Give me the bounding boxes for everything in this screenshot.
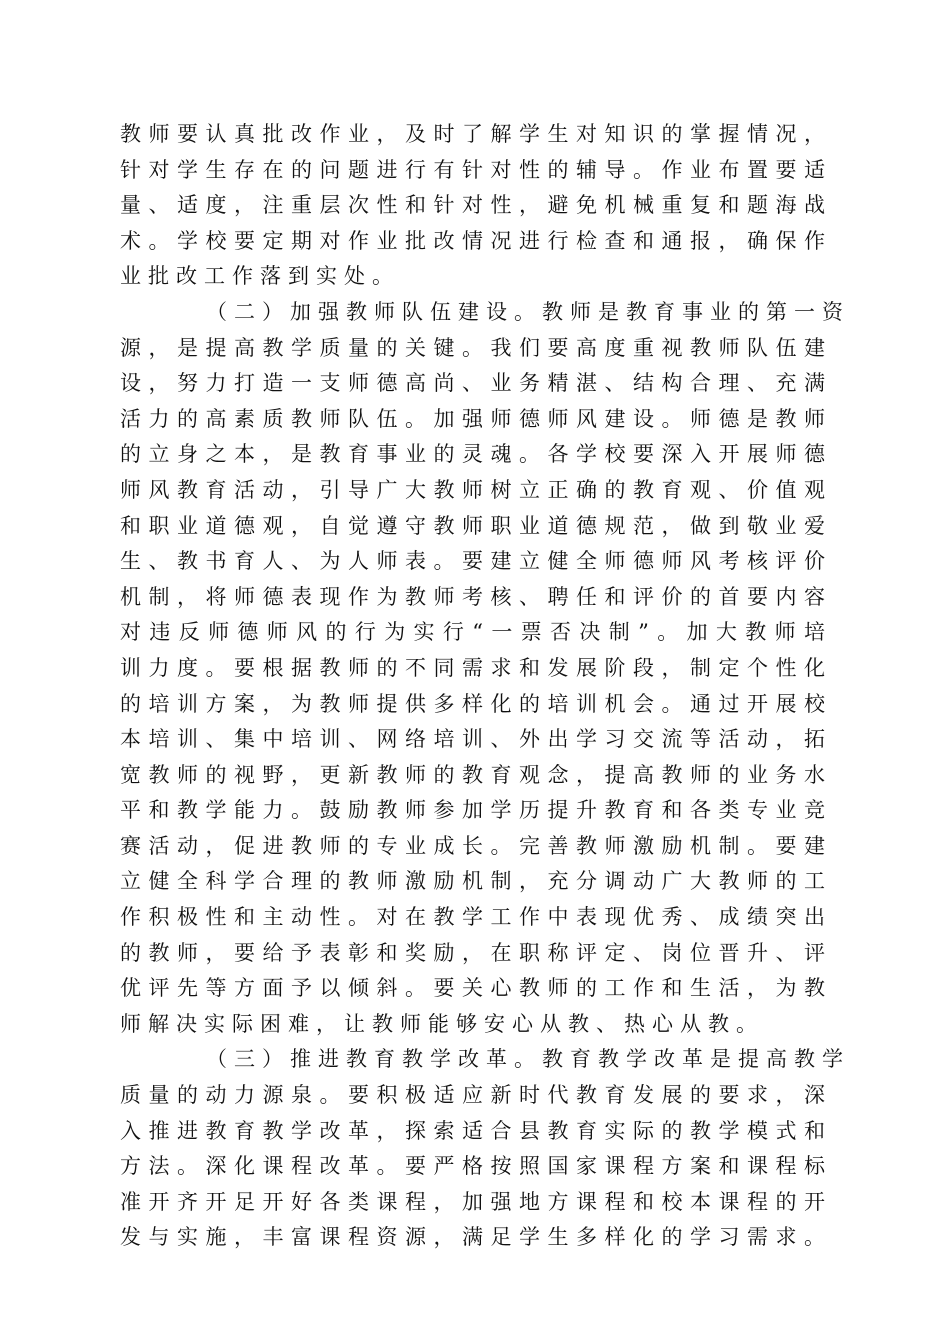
text-line: 业批改工作落到实处。	[120, 264, 400, 289]
document-body	[120, 117, 850, 1256]
text-line: 优评先等方面予以倾斜。要关心教师的工作和生活，为教	[120, 976, 832, 1001]
text-line: 源，是提高教学质量的关键。我们要高度重视教师队伍建	[120, 335, 832, 360]
text-line: 质量的动力源泉。要积极适应新时代教育发展的要求，深	[120, 1083, 832, 1108]
text-line: 赛活动，促进教师的专业成长。完善教师激励机制。要建	[120, 833, 832, 858]
text-line: 立健全科学合理的教师激励机制，充分调动广大教师的工	[120, 869, 832, 894]
text-line: 平和教学能力。鼓励教师参加学历提升教育和各类专业竞	[120, 798, 832, 823]
text-line: 的教师，要给予表彰和奖励，在职称评定、岗位晋升、评	[120, 940, 832, 965]
text-line: 术。学校要定期对作业批改情况进行检查和通报，确保作	[120, 228, 832, 253]
text-line: 设，努力打造一支师德高尚、业务精湛、结构合理、充满	[120, 371, 832, 396]
text-line: 方法。深化课程改革。要严格按照国家课程方案和课程标	[120, 1154, 832, 1179]
text-line: 的立身之本，是教育事业的灵魂。各学校要深入开展师德	[120, 442, 832, 467]
text-line: 生、教书育人、为人师表。要建立健全师德师风考核评价	[120, 549, 832, 574]
text-line: 发与实施，丰富课程资源，满足学生多样化的学习需求。	[120, 1225, 832, 1250]
text-line: 师风教育活动，引导广大教师树立正确的教育观、价值观	[120, 477, 832, 502]
text-line: 准开齐开足开好各类课程，加强地方课程和校本课程的开	[120, 1189, 832, 1214]
text-line: 作积极性和主动性。对在教学工作中表现优秀、成绩突出	[120, 905, 832, 930]
text-line: 本培训、集中培训、网络培训、外出学习交流等活动，拓	[120, 727, 832, 752]
text-line: 机制，将师德表现作为教师考核、聘任和评价的首要内容	[120, 584, 832, 609]
text-line: 师解决实际困难，让教师能够安心从教、热心从教。	[120, 1011, 764, 1036]
text-line: （二）加强教师队伍建设。教师是教育事业的第一资	[206, 299, 850, 324]
text-line: 对违反师德师风的行为实行“一票否决制”。加大教师培	[120, 620, 832, 645]
text-line: 宽教师的视野，更新教师的教育观念，提高教师的业务水	[120, 762, 832, 787]
text-line: 的培训方案，为教师提供多样化的培训机会。通过开展校	[120, 691, 832, 716]
text-line: 教师要认真批改作业，及时了解学生对知识的掌握情况，	[120, 122, 832, 146]
text-line: 入推进教育教学改革，探索适合县教育实际的教学模式和	[120, 1118, 832, 1143]
text-line: 量、适度，注重层次性和针对性，避免机械重复和题海战	[120, 193, 832, 218]
text-line: 活力的高素质教师队伍。加强师德师风建设。师德是教师	[120, 406, 832, 431]
text-line: 和职业道德观，自觉遵守教师职业道德规范，做到敬业爱	[120, 513, 832, 538]
text-line: 针对学生存在的问题进行有针对性的辅导。作业布置要适	[120, 157, 832, 182]
text-line: （三）推进教育教学改革。教育教学改革是提高教学	[206, 1047, 850, 1072]
text-line: 训力度。要根据教师的不同需求和发展阶段，制定个性化	[120, 655, 832, 680]
